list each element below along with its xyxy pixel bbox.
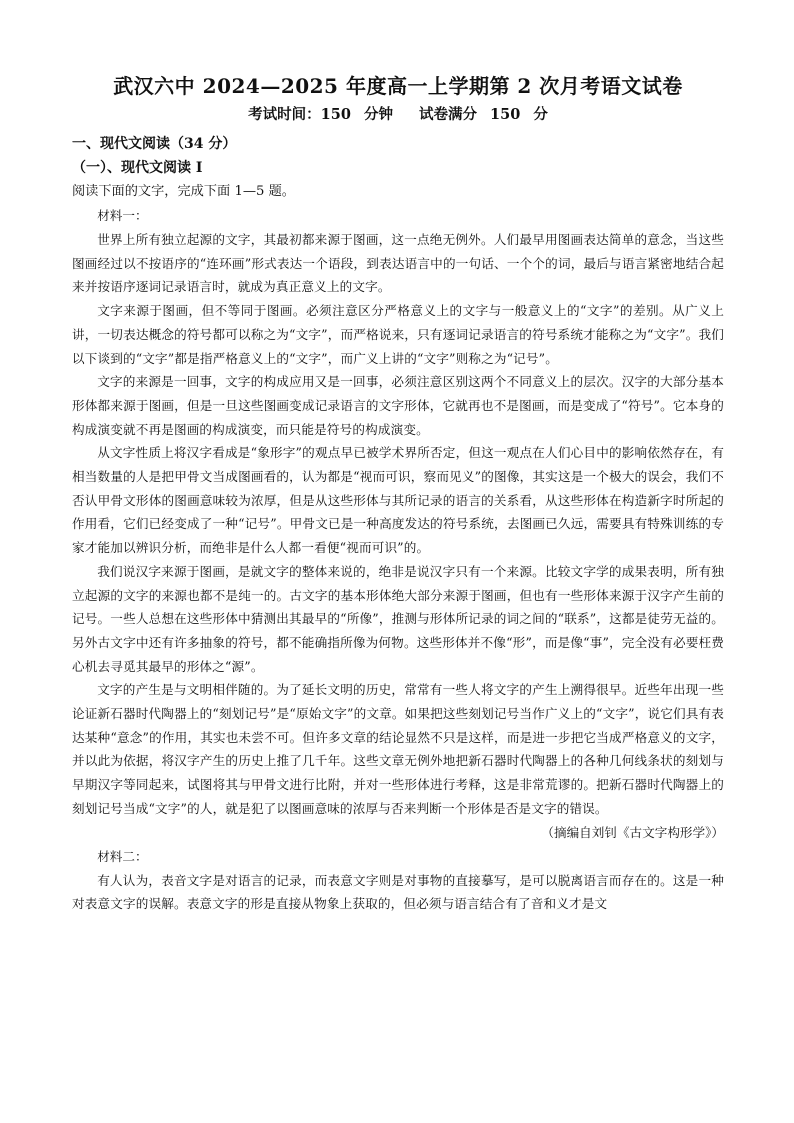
section-heading: 一、现代文阅读（34 分） (72, 136, 237, 152)
exam-title: 武汉六中 2024—2025 年度高一上学期第 2 次月考语文试卷 (113, 74, 683, 98)
material-one-paragraph: 文字的产生是与文明相伴随的。为了延长文明的历史，常常有一些人将文字的产生上溯得很早。近些年出现一些论证新石器时代陶器上的“刻划记号”是“原始文字”的文章。如果把这些刻划记号当作广义上的“文字”，说它们具有表达某种“意念”的作用，其实也未尝不可。但许多文章的结论显然不只是这样，而是进一步把它当成严格意义的文字，并以此为依据，将汉字产生的历史上推了几千年。这些文章无例外地把新石器时代陶器上的各种几何线条状的刻划与早期汉字等同起来，试图将其与甲骨文进行比附，并对一些形体进行考释，这是非常荒谬的。把新石器时代陶器上的刻划记号当成“文字”的人，就是犯了以图画意味的浓厚与否来判断一个形体是否是文字的错误。 (72, 682, 724, 816)
exam-time: 考试时间：150 分钟 (248, 106, 393, 123)
material-one-source: （摘编自刘钊《古文字构形学》） (541, 824, 724, 840)
material-two-paragraph: 有人认为，表音文字是对语言的记录，而表意文字则是对事物的直接摹写，是可以脱离语言而存在的。这是一种对表意文字的误解。表意文字的形是直接从物象上获取的，但必须与语言结合有了音和义才是文 (72, 872, 724, 912)
exam-score: 试卷满分 150 分 (418, 106, 548, 123)
exam-info (72, 104, 724, 126)
subsection-heading: （一）、现代文阅读 I (72, 160, 203, 176)
material-one-paragraph: 文字的来源是一回事，文字的构成应用又是一回事，必须注意区别这两个不同意义上的层次。汉字的大部分基本形体都来源于图画，但是一旦这些图画变成记录语言的文字形体，它就再也不是图画，而是变成了“符号”。它本身的构成演变就不再是图画的构成演变，而只能是符号的构成演变。 (72, 374, 724, 437)
material-one-paragraph: 世界上所有独立起源的文字，其最初都来源于图画，这一点绝无例外。人们最早用图画表达简单的意念，当这些图画经过以不按语序的“连环画”形式表达一个语段，到表达语言中的一句话、一个个的词，最后与语言紧密地结合起来并按语序逐词记录语言时，就成为真正意义上的文字。 (72, 232, 724, 295)
material-two-label: 材料二： (97, 848, 148, 864)
reading-instruction: 阅读下面的文字，完成下面 1—5 题。 (72, 184, 295, 199)
material-one-paragraph: 我们说汉字来源于图画，是就文字的整体来说的，绝非是说汉字只有一个来源。比较文字学的成果表明，所有独立起源的文字的来源也都不是纯一的。古文字的基本形体绝大部分来源于图画，但也有一些形体来源于汉字产生前的记号。一些人总想在这些形体中猜测出其最早的“所像”，推测与形体所记录的词之间的“联系”，这都是徒劳无益的。另外古文字中还有许多抽象的符号，都不能确指所像为何物。这些形体并不像“形”，而是像“事”，完全没有必要枉费心机去寻觅其最早的形体之“源”。 (72, 563, 724, 674)
material-one-paragraph: 文字来源于图画，但不等同于图画。必须注意区分严格意义上的文字与一般意义上的“文字”的差别。从广义上讲，一切表达概念的符号都可以称之为“文字”，而严格说来，只有逐词记录语言的符号系统才能称之为“文字”。我们以下谈到的“文字”都是指严格意义上的“文字”，而广义上讲的“文字”则称之为“记号”。 (72, 303, 724, 366)
material-one-paragraph: 从文字性质上将汉字看成是“象形字”的观点早已被学术界所否定，但这一观点在人们心目中的影响依然存在，有相当数量的人是把甲骨文当成图画看的，认为都是“视而可识，察而见义”的图像，其实这是一个极大的误会，我们不否认甲骨文形体的图画意味较为浓厚，但是从这些形体与其所记录的语言的关系看，从这些形体在构造新字时所起的作用看，它们已经变成了一种“记号”。甲骨文已是一种高度发达的符号系统，去图画已久远，需要具有特殊训练的专家才能加以辨识分析，而绝非是什么人都一看便“视而可识”的。 (72, 445, 724, 556)
material-one-label: 材料一： (97, 208, 148, 223)
